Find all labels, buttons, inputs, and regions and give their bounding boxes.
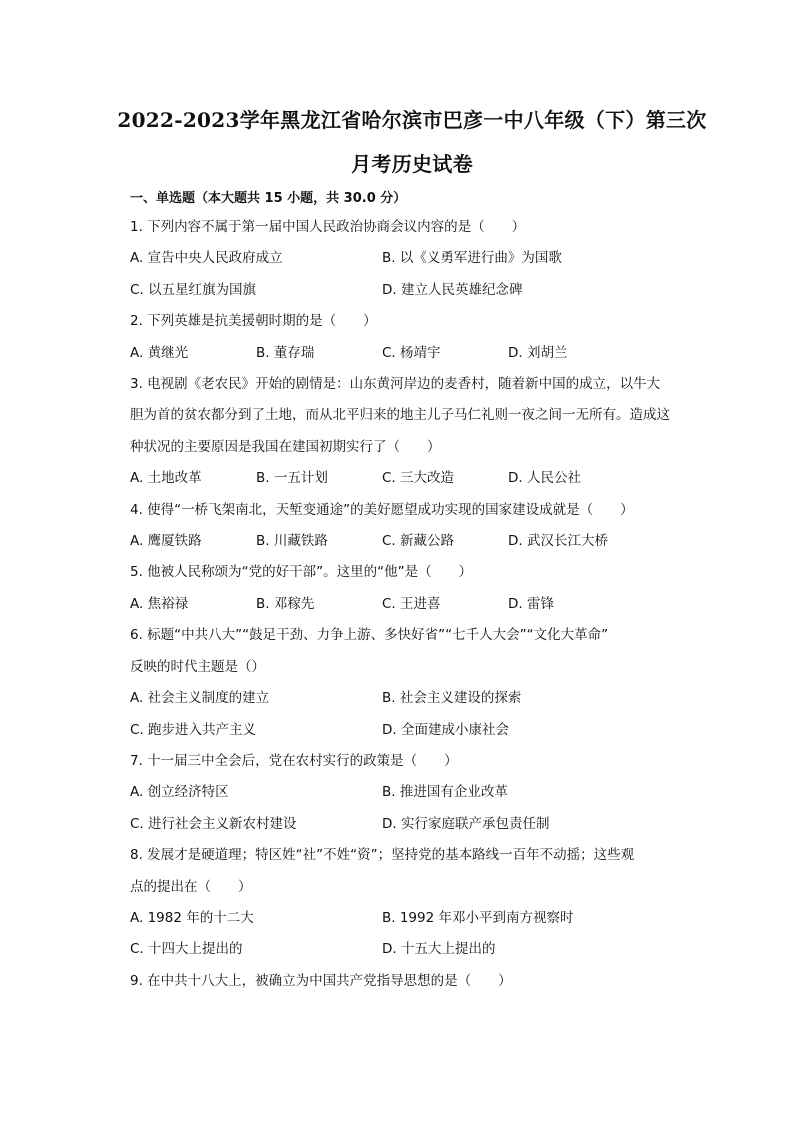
options-row bbox=[130, 715, 694, 746]
options-row bbox=[130, 903, 694, 934]
exam-title-line-2: 月考历史试卷 bbox=[351, 152, 473, 176]
option-b: B. 推进国有企业改革 bbox=[382, 784, 508, 801]
question-stem-line: 8. 发展才是硬道理；特区姓“社”不姓“资”；坚持党的基本路线一百年不动摇；这些观 bbox=[130, 847, 635, 864]
option-a: A. 土地改革 bbox=[130, 470, 202, 487]
question-stem-line: 点的提出在（ ） bbox=[130, 878, 252, 895]
option-a: A. 宣告中央人民政府成立 bbox=[130, 250, 283, 267]
option-b: B. 川藏铁路 bbox=[256, 533, 328, 550]
option-d: D. 十五大上提出的 bbox=[382, 941, 496, 958]
question-stem-line: 2. 下列英雄是抗美援朝时期的是（ ） bbox=[130, 313, 377, 330]
option-c: C. 王进喜 bbox=[382, 595, 441, 612]
option-d: D. 武汉长江大桥 bbox=[508, 533, 608, 550]
options-row bbox=[130, 777, 694, 808]
exam-title-line-1: 2022-2023学年黑龙江省哈尔滨市巴彦一中八年级（下）第三次 bbox=[117, 108, 707, 132]
option-c: C. 新藏公路 bbox=[382, 533, 455, 550]
option-b: B. 一五计划 bbox=[256, 470, 328, 487]
options-row bbox=[130, 683, 694, 714]
option-d: D. 全面建成小康社会 bbox=[382, 721, 509, 738]
question-7 bbox=[130, 746, 694, 840]
section-heading: 一、单选题（本大题共 15 小题，共 30.0 分） bbox=[130, 191, 407, 206]
options-row bbox=[130, 275, 694, 306]
option-c: C. 十四大上提出的 bbox=[130, 941, 243, 958]
options-row bbox=[130, 526, 694, 557]
question-list bbox=[130, 212, 694, 997]
question-stem-line: 9. 在中共十八大上，被确立为中国共产党指导思想的是（ ） bbox=[130, 972, 512, 989]
options-row bbox=[130, 589, 694, 620]
option-b: B. 以《义勇军进行曲》为国歌 bbox=[382, 250, 562, 267]
option-d: D. 雷锋 bbox=[508, 595, 554, 612]
question-3 bbox=[130, 369, 694, 495]
option-d: D. 刘胡兰 bbox=[508, 344, 568, 361]
options-row bbox=[130, 809, 694, 840]
options-row bbox=[130, 934, 694, 965]
question-stem-line: 6. 标题“中共八大”“鼓足干劲、力争上游、多快好省”“七千人大会”“文化大革命” bbox=[130, 627, 609, 644]
question-stem-line: 3. 电视剧《老农民》开始的剧情是：山东黄河岸边的麦香村，随着新中国的成立，以牛大 bbox=[130, 376, 661, 393]
option-d: D. 人民公社 bbox=[508, 470, 581, 487]
option-b: B. 董存瑞 bbox=[256, 344, 315, 361]
question-stem-line: 种状况的主要原因是我国在建国初期实行了（ ） bbox=[130, 438, 441, 455]
option-c: C. 跑步进入共产主义 bbox=[130, 721, 257, 738]
question-6 bbox=[130, 620, 694, 746]
option-c: C. 三大改造 bbox=[382, 470, 455, 487]
question-5 bbox=[130, 557, 694, 620]
option-b: B. 社会主义建设的探索 bbox=[382, 690, 522, 707]
options-row bbox=[130, 463, 694, 494]
option-a: A. 创立经济特区 bbox=[130, 784, 229, 801]
question-4 bbox=[130, 495, 694, 558]
question-stem-line: 1. 下列内容不属于第一届中国人民政治协商会议内容的是（ ） bbox=[130, 219, 526, 235]
option-b: B. 1992 年邓小平到南方视察时 bbox=[382, 909, 574, 926]
option-c: C. 进行社会主义新农村建设 bbox=[130, 815, 297, 832]
option-d: D. 实行家庭联产承包责任制 bbox=[382, 815, 550, 832]
question-9 bbox=[130, 966, 694, 997]
option-a: A. 焦裕禄 bbox=[130, 595, 189, 612]
option-b: B. 邓稼先 bbox=[256, 595, 315, 612]
option-c: C. 以五星红旗为国旗 bbox=[130, 281, 257, 298]
option-c: C. 杨靖宇 bbox=[382, 344, 441, 361]
option-a: A. 鹰厦铁路 bbox=[130, 533, 202, 550]
question-stem-line: 4. 使得“一桥飞架南北，天堑变通途”的美好愿望成功实现的国家建设成就是（ ） bbox=[130, 501, 634, 518]
options-row bbox=[130, 338, 694, 369]
option-d: D. 建立人民英雄纪念碑 bbox=[382, 281, 523, 298]
option-a: A. 1982 年的十二大 bbox=[130, 909, 254, 926]
question-stem-line: 反映的时代主题是（） bbox=[130, 658, 265, 675]
question-2 bbox=[130, 306, 694, 369]
option-a: A. 黄继光 bbox=[130, 344, 189, 361]
question-stem-line: 胆为首的贫农都分到了土地，而从北平归来的地主儿子马仁礼则一夜之间一无所有。造成这 bbox=[130, 407, 670, 424]
question-1 bbox=[130, 212, 694, 306]
option-a: A. 社会主义制度的建立 bbox=[130, 690, 270, 707]
question-stem-line: 7. 十一届三中全会后，党在农村实行的政策是（ ） bbox=[130, 752, 458, 769]
question-8 bbox=[130, 840, 694, 966]
options-row bbox=[130, 243, 694, 274]
question-stem-line: 5. 他被人民称颂为“党的好干部”。这里的“他”是（ ） bbox=[130, 564, 473, 581]
